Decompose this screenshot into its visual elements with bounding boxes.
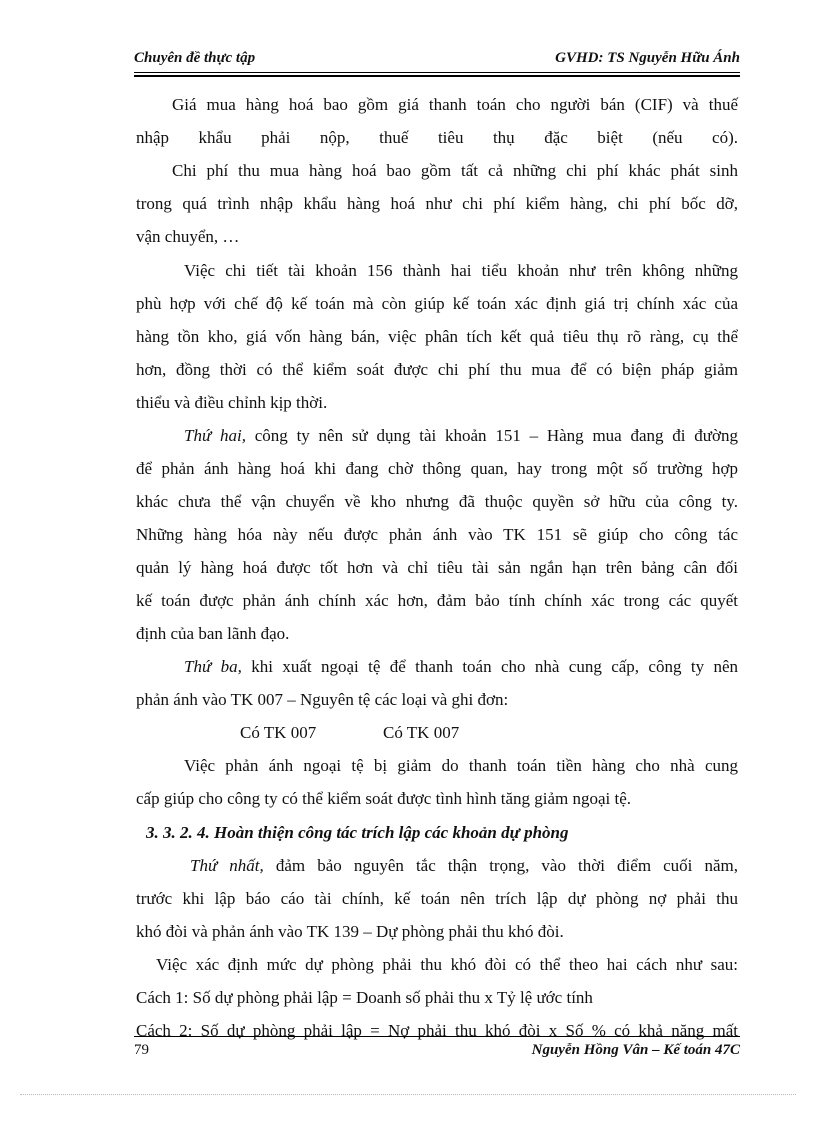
header-rule <box>134 72 740 73</box>
line-text: khi xuất ngoại tệ để thanh toán cho nhà cung cấp, công ty nên <box>241 657 738 676</box>
header-title: Chuyên đề thực tập <box>134 50 256 66</box>
text-line <box>136 425 738 447</box>
text-line: để phản ánh hàng hoá khi đang chờ thông quan, hay trong một số trường hợp <box>136 459 738 478</box>
entry-left: Có TK 007 <box>240 723 317 742</box>
text-line <box>136 855 738 877</box>
text-line: Những hàng hóa này nếu được phản ánh vào TK 151 sẽ giúp cho công tác <box>136 525 738 544</box>
text-line: vận chuyển, … <box>136 227 240 246</box>
line-text: đảm bảo nguyên tắc thận trọng, vào thời điểm cuối năm, <box>263 856 738 875</box>
page-number: 79 <box>134 1042 149 1058</box>
lead-phrase: Thứ nhất, <box>190 856 264 875</box>
header-supervisor: GVHD: TS Nguyễn Hữu Ánh <box>555 50 740 66</box>
section-heading: 3. 3. 2. 4. Hoàn thiện công tác trích lập các khoản dự phòng <box>146 823 569 842</box>
line-text: công ty nên sử dụng tài khoản 151 – Hàng mua đang đi đường <box>245 426 739 445</box>
text-line: Chi phí thu mua hàng hoá bao gồm tất cả những chi phí khác phát sinh <box>172 161 738 180</box>
page-footer <box>134 1042 740 1064</box>
page-header <box>134 50 740 70</box>
text-line: quản lý hàng hoá được tốt hơn và chỉ tiêu tài sản ngắn hạn trên bảng cân đối <box>136 558 738 577</box>
text-line: Cách 1: Số dự phòng phải lập = Doanh số phải thu x Tỷ lệ ước tính <box>136 988 593 1007</box>
header-rule-thick <box>134 75 740 77</box>
text-line: phù hợp với chế độ kế toán mà còn giúp kế toán xác định giá trị chính xác của <box>136 294 738 313</box>
text-line: định của ban lãnh đạo. <box>136 624 290 643</box>
text-line: cấp giúp cho công ty có thể kiểm soát được tình hình tăng giảm ngoại tệ. <box>136 789 632 808</box>
text-line: kế toán được phản ánh chính xác hơn, đảm bảo tính chính xác trong các quyết <box>136 591 738 610</box>
entry-right: Có TK 007 <box>383 723 460 742</box>
text-line: trước khi lập báo cáo tài chính, kế toán nên trích lập dự phòng nợ phải thu <box>136 889 738 908</box>
text-line: khó đòi và phản ánh vào TK 139 – Dự phòng phải thu khó đòi. <box>136 922 564 941</box>
text-line: Việc chi tiết tài khoản 156 thành hai tiểu khoản như trên không những <box>184 261 738 280</box>
text-line: Việc xác định mức dự phòng phải thu khó đòi có thể theo hai cách như sau: <box>156 955 738 974</box>
text-line <box>136 656 738 678</box>
footer-author: Nguyễn Hồng Vân – Kế toán 47C <box>531 1042 740 1058</box>
page-bottom-dotted-line <box>20 1094 796 1095</box>
text-line: nhập khẩu phải nộp, thuế tiêu thụ đặc biệt (nếu có). <box>136 128 738 147</box>
text-line: thiểu và điều chỉnh kịp thời. <box>136 393 328 412</box>
footer-rule <box>134 1036 740 1037</box>
text-line: phản ánh vào TK 007 – Nguyên tệ các loại và ghi đơn: <box>136 690 509 709</box>
lead-phrase: Thứ ba, <box>184 657 242 676</box>
text-line: trong quá trình nhập khẩu hàng hoá như chi phí kiểm hàng, chi phí bốc dỡ, <box>136 194 738 213</box>
text-line: Giá mua hàng hoá bao gồm giá thanh toán cho người bán (CIF) và thuế <box>172 95 738 114</box>
lead-phrase: Thứ hai, <box>184 426 246 445</box>
text-line: Việc phản ánh ngoại tệ bị giảm do thanh toán tiền hàng cho nhà cung <box>184 756 738 775</box>
text-line: khác chưa thể vận chuyển về kho nhưng đã thuộc quyền sở hữu của công ty. <box>136 492 738 511</box>
text-line: hàng tồn kho, giá vốn hàng bán, việc phân tích kết quả tiêu thụ rõ ràng, cụ thể <box>136 327 738 346</box>
text-line: hơn, đồng thời có thể kiểm soát được chi phí thu mua để có biện pháp giảm <box>136 360 738 379</box>
text-line: Cách 2: Số dự phòng phải lập = Nợ phải thu khó đòi x Số % có khả năng mất <box>136 1021 738 1040</box>
